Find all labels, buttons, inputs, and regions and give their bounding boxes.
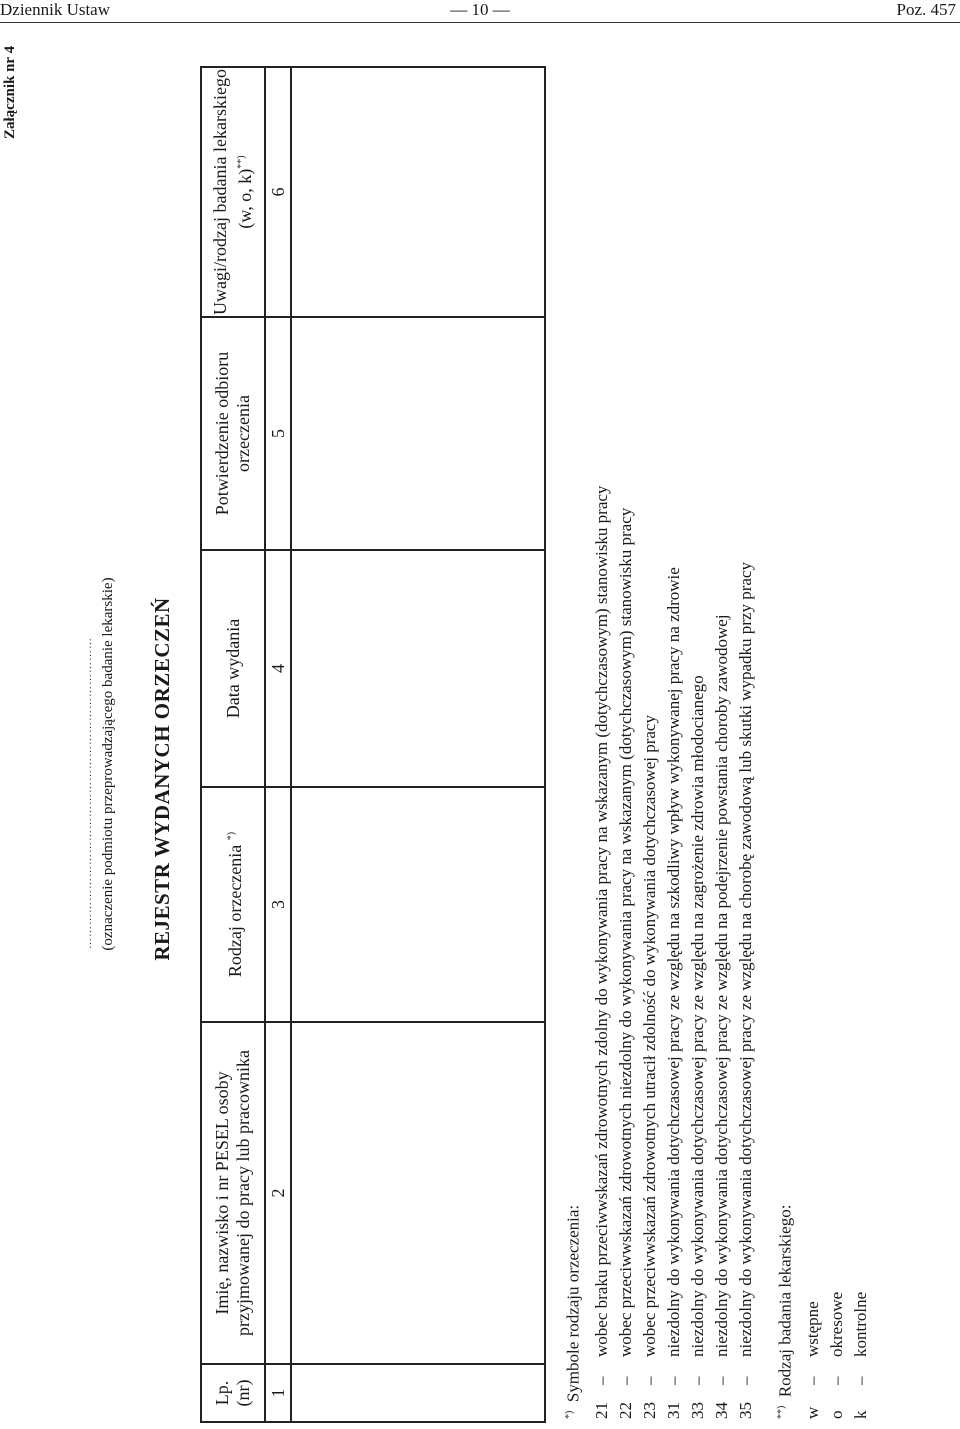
symbol-item-dash: – — [591, 1376, 611, 1385]
exam-item-text: kontrolne — [851, 1291, 871, 1357]
rotated-form — [0, 29, 960, 1429]
column-number-row — [265, 67, 291, 1422]
register-title: REJESTR WYDANYCH ORZECZEŃ — [150, 597, 174, 961]
exam-item-text: wstępne — [803, 1301, 823, 1357]
journal-name: Dziennik Ustaw — [0, 0, 111, 19]
header-lp: Lp. (nr) — [201, 1364, 265, 1422]
page-header — [0, 0, 960, 22]
symbol-item-text: wobec przeciwwskazań zdrowotnych utracił zdolność do wykonywania dotychczasowej pracy — [639, 715, 659, 1357]
page-number: — 10 — — [450, 0, 510, 19]
header-decision-type: Rodzaj orzeczenia *) — [201, 787, 265, 1022]
entry-cell[interactable] — [291, 787, 545, 1022]
entry-cell[interactable] — [291, 550, 545, 787]
symbol-item — [590, 486, 614, 1419]
symbol-item-dash: – — [687, 1376, 707, 1385]
symbol-item — [734, 486, 758, 1419]
symbol-item-text: niezdolny do wykonywania dotychczasowej pracy ze względu na zagrożenie zdrowia młodocianego — [687, 675, 707, 1357]
symbol-item-code: 21 — [591, 1402, 611, 1419]
exam-item-text: okresowe — [827, 1291, 847, 1357]
entry-cell[interactable] — [291, 1022, 545, 1364]
column-number: 3 — [265, 787, 291, 1022]
symbol-item-dash: – — [663, 1376, 683, 1385]
symbol-item-text: wobec braku przeciwwskazań zdrowotnych zdolny do wykonywania pracy na wskazanym (dotychczasowym) stanowisku pracy — [591, 485, 611, 1357]
exam-item-dash: – — [803, 1376, 823, 1385]
column-number: 2 — [265, 1022, 291, 1364]
header-receipt-confirmation: Potwierdzenie odbioru orzeczenia — [201, 317, 265, 550]
symbol-item-text: niezdolny do wykonywania dotychczasowej pracy ze względu na szkodliwy wpływ wykonywanej pracy na zdrowie — [663, 567, 683, 1357]
column-number: 5 — [265, 317, 291, 550]
entity-caption: (oznaczenie podmiotu przeprowadzającego badanie lekarskie) — [100, 577, 116, 951]
exam-item-code: w — [803, 1406, 823, 1419]
symbol-item-dash: – — [615, 1376, 635, 1385]
symbol-item-dash: – — [639, 1376, 659, 1385]
header-issue-date: Data wydania — [201, 550, 265, 787]
entry-cell[interactable] — [291, 317, 545, 550]
footnotes — [558, 486, 873, 1419]
column-number: 6 — [265, 67, 291, 317]
symbol-item-dash: – — [735, 1376, 755, 1385]
column-number: 1 — [265, 1364, 291, 1422]
exam-item — [849, 486, 873, 1419]
exam-list — [801, 486, 873, 1419]
symbol-item-code: 23 — [639, 1402, 659, 1419]
exam-item-code: k — [851, 1410, 871, 1419]
entry-cell[interactable] — [291, 1364, 545, 1422]
symbol-item-code: 34 — [711, 1402, 731, 1419]
symbols-heading: *) Symbole rodzaju orzeczenia: — [563, 1204, 583, 1419]
symbol-item-text: niezdolny do wykonywania dotychczasowej pracy ze względu na podejrzenie powstania choroby zawodowej — [711, 614, 731, 1357]
symbol-item-text: wobec przeciwwskazań zdrowotnych niezdolny do wykonywania pracy na wskazanym (dotychczasowym) stanowisku pracy — [615, 507, 635, 1357]
symbol-item-code: 35 — [735, 1402, 755, 1419]
symbol-item — [662, 486, 686, 1419]
exam-item-code: o — [827, 1410, 847, 1419]
entry-row — [291, 67, 545, 1422]
symbols-list — [590, 486, 758, 1419]
column-number: 4 — [265, 550, 291, 787]
symbol-item — [638, 486, 662, 1419]
position-number: Poz. 457 — [896, 0, 956, 19]
exam-item — [825, 486, 849, 1419]
entity-dotted-line: …………………………………………………………………… — [82, 637, 94, 949]
symbol-item-code: 22 — [615, 1402, 635, 1419]
exam-heading: **) Rodzaj badania lekarskiego: — [775, 1204, 795, 1419]
exam-item-dash: – — [851, 1376, 871, 1385]
header-remarks: Uwagi/rodzaj badania lekarskiego (w, o, k)**) — [201, 67, 265, 317]
exam-item — [801, 486, 825, 1419]
symbol-item-code: 33 — [687, 1402, 707, 1419]
symbol-item — [614, 486, 638, 1419]
symbol-item-text: niezdolny do wykonywania dotychczasowej pracy ze względu na chorobę zawodową lub skutki wypadku przy pracy — [735, 562, 755, 1357]
symbol-item — [710, 486, 734, 1419]
symbol-item — [686, 486, 710, 1419]
register-table — [200, 66, 546, 1423]
symbol-item-dash: – — [711, 1376, 731, 1385]
header-rule — [0, 22, 960, 23]
entry-cell[interactable] — [291, 67, 545, 317]
annex-label: Załącznik nr 4 — [2, 45, 18, 139]
symbol-item-code: 31 — [663, 1402, 683, 1419]
header-row — [201, 67, 265, 1422]
exam-item-dash: – — [827, 1376, 847, 1385]
header-name-pesel: Imię, nazwisko i nr PESEL osoby przyjmowanej do pracy lub pracownika — [201, 1022, 265, 1364]
